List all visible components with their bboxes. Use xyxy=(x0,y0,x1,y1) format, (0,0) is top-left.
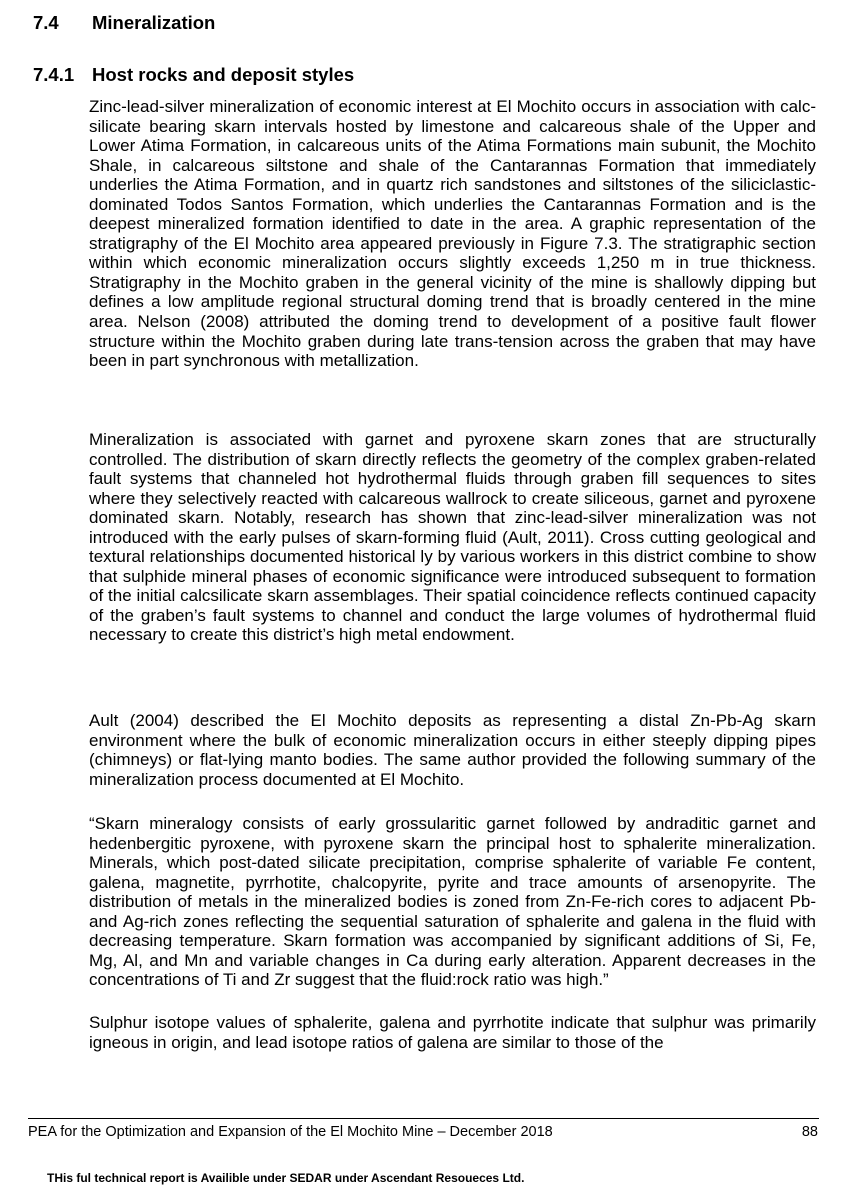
footer-title: PEA for the Optimization and Expansion of the El Mochito Mine – December 2018 xyxy=(28,1124,553,1140)
paragraph-host-rocks: Zinc-lead-silver mineralization of economic interest at El Mochito occurs in association with calc-silicate bearing skarn intervals hosted by limestone and calcareous shale of the Upper and Lower Atima Formation, in calcareous units of the Atima Formations main subunit, the Mochito Shale, in calcareous siltstone and shale of the Cantarannas Formation that immediately underlies the Atima Formation, and in quartz rich sandstones and siltstones of the siliciclastic-dominated Todos Santos Formation, which underlies the Cantarannas Formation and is the deepest mineralized formation identified to date in the area. A graphic representation of the stratigraphy of the El Mochito area appeared previously in Figure 7.3. The stratigraphic section within which economic mineralization occurs slightly exceeds 1,250 m in true thickness. Stratigraphy in the Mochito graben in the general vicinity of the mine is shallowly dipping but defines a low amplitude regional structural doming trend that is broadly centered in the mine area. Nelson (2008) attributed the doming trend to development of a positive fault flower structure within the Mochito graben during late trans-tension across the graben that may have been in part synchronous with metallization. xyxy=(89,97,816,371)
paragraph-ault-2004: Ault (2004) described the El Mochito deposits as representing a distal Zn-Pb-Ag skarn environment where the bulk of economic mineralization occurs in either steeply dipping pipes (chimneys) or flat-lying manto bodies. The same author provided the following summary of the mineralization process documented at El Mochito. xyxy=(89,711,816,789)
section-title: Mineralization xyxy=(92,12,216,33)
subsection-number: 7.4.1 xyxy=(33,64,75,85)
section-heading xyxy=(33,12,215,34)
subsection-title: Host rocks and deposit styles xyxy=(92,64,355,85)
section-number: 7.4 xyxy=(33,12,59,33)
footer-divider xyxy=(28,1118,819,1119)
paragraph-sulphur-isotopes: Sulphur isotope values of sphalerite, galena and pyrrhotite indicate that sulphur was primarily igneous in origin, and lead isotope ratios of galena are similar to those of the xyxy=(89,1013,816,1052)
availability-note: THis ful technical report is Availible under SEDAR under Ascendant Resoueces Ltd. xyxy=(47,1171,525,1185)
subsection-heading xyxy=(33,64,354,86)
page-number: 88 xyxy=(801,1124,818,1140)
paragraph-skarn-zones: Mineralization is associated with garnet and pyroxene skarn zones that are structurally controlled. The distribution of skarn directly reflects the geometry of the complex graben-related fault systems that channeled hot hydrothermal fluids through graben fill sequences to sites where they selectively reacted with calcareous wallrock to create siliceous, garnet and pyroxene dominated skarn. Notably, research has shown that zinc-lead-silver mineralization was not introduced with the early pulses of skarn-forming fluid (Ault, 2011). Cross cutting geological and textural relationships documented historical ly by various workers in this district combine to show that sulphide mineral phases of economic significance were introduced subsequent to formation of the initial calcsilicate skarn assemblages. Their spatial coincidence reflects continued capacity of the graben’s fault systems to channel and conduct the large volumes of hydrothermal fluid necessary to create this district’s high metal endowment. xyxy=(89,430,816,645)
paragraph-quote: “Skarn mineralogy consists of early grossularitic garnet followed by andraditic garnet and hedenbergitic pyroxene, with pyroxene skarn the principal host to sphalerite mineralization. Minerals, which post-dated silicate precipitation, comprise sphalerite of variable Fe content, galena, magnetite, pyrrhotite, chalcopyrite, pyrite and trace amounts of arsenopyrite. The distribution of metals in the mineralized bodies is zoned from Zn-Fe-rich cores to adjacent Pb- and Ag-rich zones reflecting the sequential saturation of sphalerite and galena in the fluid with decreasing temperature. Skarn formation was accompanied by significant additions of Si, Fe, Mg, Al, and Mn and variable changes in Ca during early alteration. Apparent decreases in the concentrations of Ti and Zr suggest that the fluid:rock ratio was high.” xyxy=(89,814,816,990)
